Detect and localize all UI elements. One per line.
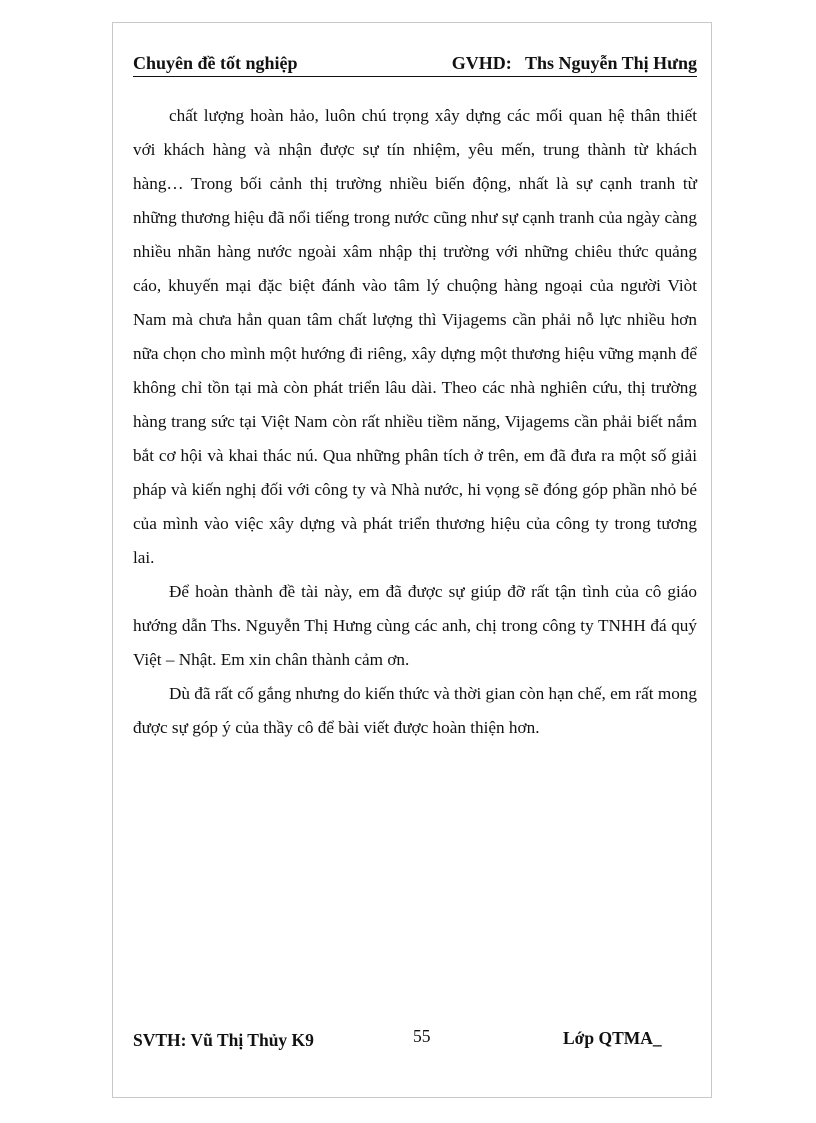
header-supervisor: GVHD: Ths Nguyễn Thị Hưng — [451, 53, 697, 73]
paragraph-conclusion: chất lượng hoàn hảo, luôn chú trọng xây dựng các mối quan hệ thân thiết với khách hàng và nhận được sự tín nhiệm, yêu mến, trung thành từ khách hàng… Trong bối cảnh thị trường nhiều biến động, nhất là sự cạnh tranh từ những thương hiệu đã nổi tiếng trong nước cũng như sự cạnh tranh của ngày càng nhiều nhãn hàng nước ngoài xâm nhập thị trường với những chiêu thức quảng cáo, khuyến mại đặc biệt đánh vào tâm lý chuộng hàng ngoại của người Viòt Nam mà chưa hẳn quan tâm chất lượng thì Vijagems cần phải nỗ lực nhiều hơn nữa chọn cho mình một hướng đi riêng, xây dựng một thương hiệu vững mạnh để không chỉ tồn tại mà còn phát triển lâu dài. Theo các nhà nghiên cứu, thị trường hàng trang sức tại Việt Nam còn rất nhiều tiềm năng, Vijagems cần phải biết nắm bắt cơ hội và khai thác nú. Qua những phân tích ở trên, em đã đưa ra một số giải pháp và kiến nghị đối với công ty và Nhà nước, hi vọng sẽ đóng góp phần nhỏ bé của mình vào việc xây dựng và phát triển thương hiệu của công ty trong tương lai. — [133, 106, 697, 567]
footer-student: SVTH: Vũ Thị Thủy K9 — [133, 1030, 314, 1050]
header-divider — [133, 76, 697, 77]
page-footer — [133, 1028, 697, 1078]
header-thesis-title: Chuyên đề tốt nghiệp — [133, 53, 298, 73]
page-number: 55 — [413, 1026, 431, 1046]
footer-class: Lớp QTMA_ — [563, 1028, 662, 1048]
page-header — [133, 50, 697, 78]
paragraph-closing: Dù đã rất cố gắng nhưng do kiến thức và thời gian còn hạn chế, em rất mong được sự góp ý của thầy cô để bài viết được hoàn thiện hơn. — [133, 684, 697, 737]
document-body — [133, 99, 697, 745]
paragraph-acknowledgement: Để hoàn thành đề tài này, em đã được sự giúp đỡ rất tận tình của cô giáo hướng dẫn Ths. Nguyễn Thị Hưng cùng các anh, chị trong công ty TNHH đá quý Việt – Nhật. Em xin chân thành cảm ơn. — [133, 582, 697, 669]
